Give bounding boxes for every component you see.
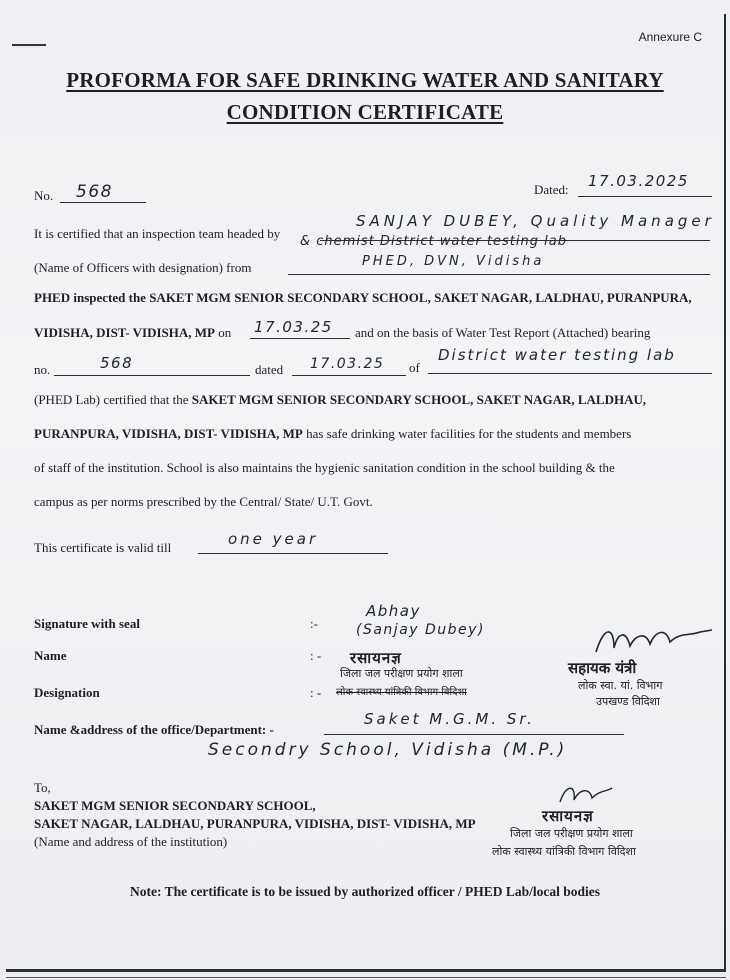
to-label: To, <box>34 780 51 795</box>
dated-label-2: dated <box>255 362 284 377</box>
school-name-2: SAKET MGM SENIOR SECONDARY SCHOOL, SAKET NAGAR, LALDHAU, <box>191 392 647 407</box>
officer-name-handwritten: SANJAY DUBEY, Quality Manager <box>356 212 715 230</box>
on-underline <box>250 338 350 339</box>
to-school-name: SAKET MGM SENIOR SECONDARY SCHOOL, <box>34 798 316 813</box>
phed-lab-prefix: (PHED Lab) certified that the <box>34 392 192 407</box>
issuance-note: Note: The certificate is to be issued by authorized officer / PHED Lab/local bodies <box>129 884 601 899</box>
page-border-bottom-thin <box>6 977 726 978</box>
report-no-handwritten: 568 <box>100 354 134 372</box>
validity-underline <box>198 553 388 554</box>
page-title-line2: CONDITION CERTIFICATE <box>226 100 504 124</box>
lab-handwritten: District water testing lab <box>438 346 676 364</box>
stamp3-title: रसायनज्ञ <box>542 807 594 825</box>
office-underline <box>324 734 624 735</box>
lab-underline <box>428 373 712 374</box>
signature-label: Signature with seal <box>34 616 140 631</box>
name-colon: : - <box>310 648 322 663</box>
signature-handwritten: Abhay <box>366 602 421 620</box>
from-underline <box>288 274 710 275</box>
vidisha-text: VIDISHA, DIST- VIDISHA, MP <box>34 325 215 340</box>
report-no-underline <box>54 375 250 376</box>
engineer-signature-mark <box>590 622 720 660</box>
number-value: 568 <box>76 182 113 202</box>
dated-underline <box>578 196 712 197</box>
phed-inspected-line <box>34 290 692 306</box>
engineer-stamp-title: सहायक यंत्री <box>568 659 637 677</box>
office-label: Name &address of the office/Department: - <box>34 722 274 737</box>
report-date-underline <box>292 375 406 376</box>
chemist-signature-mark <box>556 782 616 808</box>
page-title-line1: PROFORMA FOR SAFE DRINKING WATER AND SANITARY <box>66 68 664 92</box>
safe-water-text: has safe drinking water facilities for the students and members <box>302 426 632 441</box>
signature-colon: :- <box>310 616 318 631</box>
number-label: No. <box>34 188 54 203</box>
hygiene-text: of staff of the institution. School is also maintains the hygienic sanitation condition in the school building & the <box>34 460 615 475</box>
engineer-stamp-line3: उपखण्ड विदिशा <box>596 695 660 708</box>
validity-handwritten: one year <box>228 530 319 548</box>
designation-label: Designation <box>34 685 100 700</box>
designation-colon: : - <box>310 685 322 700</box>
page-border-bottom <box>6 969 726 972</box>
chemist-stamp-title: रसायनज्ञ <box>350 649 402 667</box>
chemist-stamp-line2: जिला जल परीक्षण प्रयोग शाला <box>340 667 463 680</box>
water-test-text: and on the basis of Water Test Report (Attached) bearing <box>355 325 651 340</box>
chemist-stamp-line3: लोक स्वास्थ्य यांत्रिकी विभाग विदिशा <box>336 687 467 698</box>
norms-text: campus as per norms prescribed by the Central/ State/ U.T. Govt. <box>34 494 373 509</box>
to-institution-note: (Name and address of the institution) <box>34 834 228 849</box>
signature-name-handwritten: (Sanjay Dubey) <box>356 622 485 638</box>
phed-lab-line <box>34 392 646 408</box>
school-name-1: SAKET MGM SENIOR SECONDARY SCHOOL, SAKET NAGAR, LALDHAU, PURANPURA, <box>149 290 692 305</box>
number-underline <box>60 202 146 203</box>
on-date-handwritten: 17.03.25 <box>254 318 333 336</box>
phed-prefix: PHED inspected the <box>34 290 150 305</box>
no-label-2: no. <box>34 362 51 377</box>
stamp3-line3: लोक स्वास्थ्य यांत्रिकी विभाग विदिशा <box>492 845 636 858</box>
on-label: on <box>218 325 232 340</box>
dated-label: Dated: <box>534 182 569 197</box>
puranpura-line <box>34 426 631 442</box>
report-date-handwritten: 17.03.25 <box>310 356 385 372</box>
officers-designation-label: (Name of Officers with designation) from <box>34 260 252 275</box>
office-handwritten-1: Saket M.G.M. Sr. <box>364 710 535 728</box>
from-handwritten: PHED, DVN, Vidisha <box>362 254 545 269</box>
page-border-right <box>724 14 726 969</box>
annexure-label: Annexure C <box>638 30 702 44</box>
vidisha-bold-1 <box>34 325 231 341</box>
office-handwritten-2: Secondry School, Vidisha (M.P.) <box>208 740 568 760</box>
name-label: Name <box>34 648 67 663</box>
inspection-text: It is certified that an inspection team headed by <box>34 226 281 241</box>
engineer-stamp-line2: लोक स्वा. यां. विभाग <box>578 679 663 692</box>
corner-mark <box>12 44 46 46</box>
dated-value: 17.03.2025 <box>588 172 689 190</box>
to-school-address: SAKET NAGAR, LALDHAU, PURANPURA, VIDISHA, DIST- VIDISHA, MP <box>34 816 476 831</box>
of-label: of <box>409 360 420 375</box>
puranpura-bold: PURANPURA, VIDISHA, DIST- VIDISHA, MP <box>34 426 303 441</box>
stamp3-line2: जिला जल परीक्षण प्रयोग शाला <box>510 827 633 840</box>
validity-label: This certificate is valid till <box>34 540 172 555</box>
officer-designation-handwritten: & chemist District water testing lab <box>300 234 567 249</box>
